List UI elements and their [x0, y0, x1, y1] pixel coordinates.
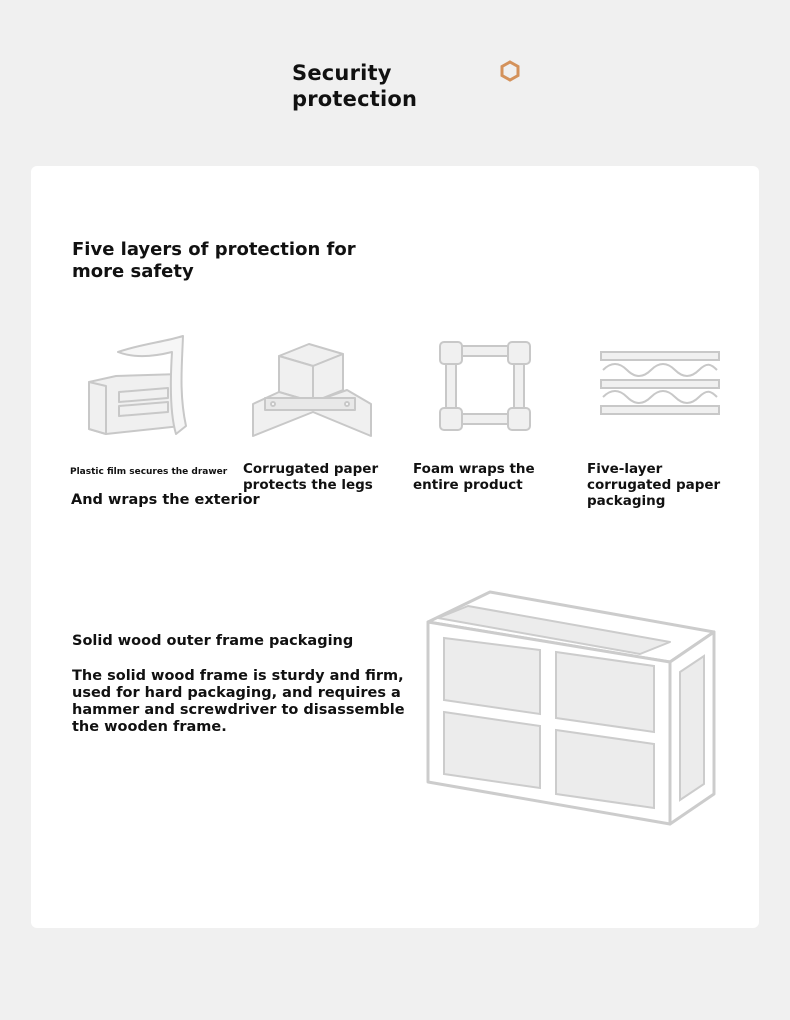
caption-foam: Foam wraps the entire product	[413, 461, 535, 493]
leg-corner-icon	[251, 340, 375, 438]
wooden-crate-icon	[424, 590, 724, 830]
page-title: Security protection	[292, 61, 418, 111]
content-card	[31, 166, 759, 928]
caption-drawer: Plastic film secures the drawer	[70, 467, 228, 477]
hexagon-icon	[499, 60, 521, 82]
layers-heading: Five layers of protection for more safety	[72, 239, 356, 282]
foam-frame-icon	[438, 340, 532, 434]
frame-title: Solid wood outer frame packaging	[72, 633, 354, 649]
caption-corrugated: Five-layer corrugated paper packaging	[587, 461, 721, 509]
frame-description: The solid wood frame is sturdy and firm, used for hard packaging, and requires a hammer and screwdriver to disassemble the wooden frame.	[72, 668, 405, 735]
caption-exterior: And wraps the exterior	[71, 492, 260, 508]
caption-legs: Corrugated paper protects the legs	[243, 461, 379, 493]
corrugated-layers-icon	[599, 350, 721, 418]
drawer-film-icon	[86, 334, 196, 438]
